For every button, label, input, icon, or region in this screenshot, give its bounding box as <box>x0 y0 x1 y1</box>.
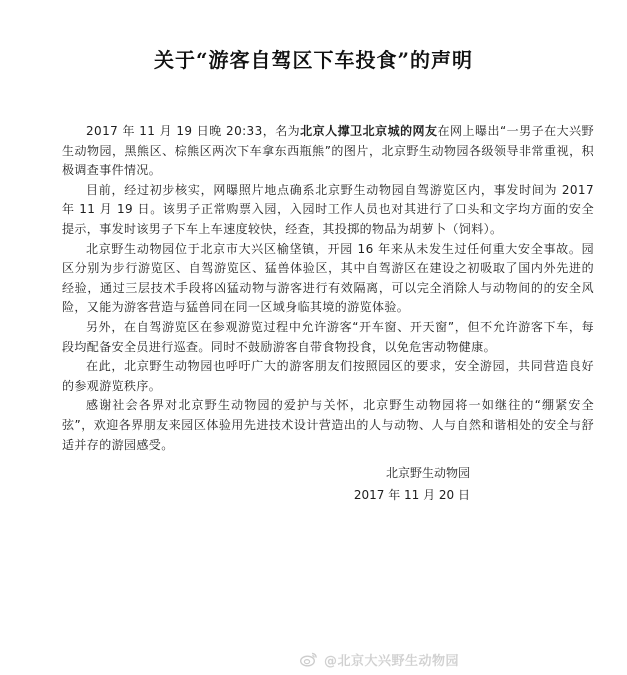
paragraph-4: 另外，在自驾游览区在参观游览过程中允许游客“开车窗、开天窗”，但不允许游客下车，每段均配备安全员进行巡查。同时不鼓励游客自带食物投食，以免危害动物健康。 <box>62 319 594 354</box>
paragraph-1-lead: 2017 年 11 月 19 日晚 20:33，名为 <box>86 124 301 138</box>
paragraph-6: 感谢社会各界对北京野生动物园的爱护与关怀，北京野生动物园将一如继往的“绷紧安全弦”，欢迎各界朋友来园区体验用先进技术设计营造出的人与动物、人与自然和谐相处的安全与舒适并存的游园感受。 <box>62 398 594 452</box>
paragraph-3: 北京野生动物园位于北京市大兴区榆垡镇，开园 16 年来从未发生过任何重大安全事故。园区分别为步行游览区、自驾游览区、猛兽体验区，其中自驾游区在建设之初吸取了国内外先进的经验，通过三层技术手段将凶猛动物与游客进行有效隔离，可以完全消除人与动物间的的安全风险，又能为游客营造与猛兽同在同一区域身临其境的游览体验。 <box>62 241 594 315</box>
paragraph-5: 在此，北京野生动物园也呼吁广大的游客朋友们按照园区的要求，安全游园，共同营造良好的参观游览秩序。 <box>62 359 594 393</box>
signature-org: 北京野生动物园 <box>385 466 470 480</box>
weibo-icon <box>300 651 318 667</box>
netizen-name: 北京人撑卫北京城的网友 <box>300 124 438 138</box>
paragraph-1 <box>62 122 594 181</box>
paragraph-2: 目前，经过初步核实，网曝照片地点确系北京野生动物园自驾游览区内，事发时间为 2017 年 11 月 19 日。该男子正常购票入园，入园时工作人员也对其进行了口头和文字均方面的安全提示，事发时该男子下车上车速度较快，经查，其投掷的物品为胡萝卜（饲料）。 <box>62 182 594 236</box>
paragraph-1-rest: 在网上曝出“一男子在大兴野生动物园，黑熊区、棕熊区两次下车拿东西瓶熊”的图片，北京野生动物园各级领导非常重视，积极调查事件情况。 <box>62 124 594 178</box>
signature-date: 2017 年 11 月 20 日 <box>353 488 470 502</box>
signature-block <box>0 462 470 506</box>
watermark-text: @北京大兴野生动物园 <box>324 653 460 669</box>
weibo-watermark <box>300 650 459 668</box>
statement-body <box>62 122 594 455</box>
page-title: 关于“游客自驾区下车投食”的声明 <box>153 48 473 72</box>
